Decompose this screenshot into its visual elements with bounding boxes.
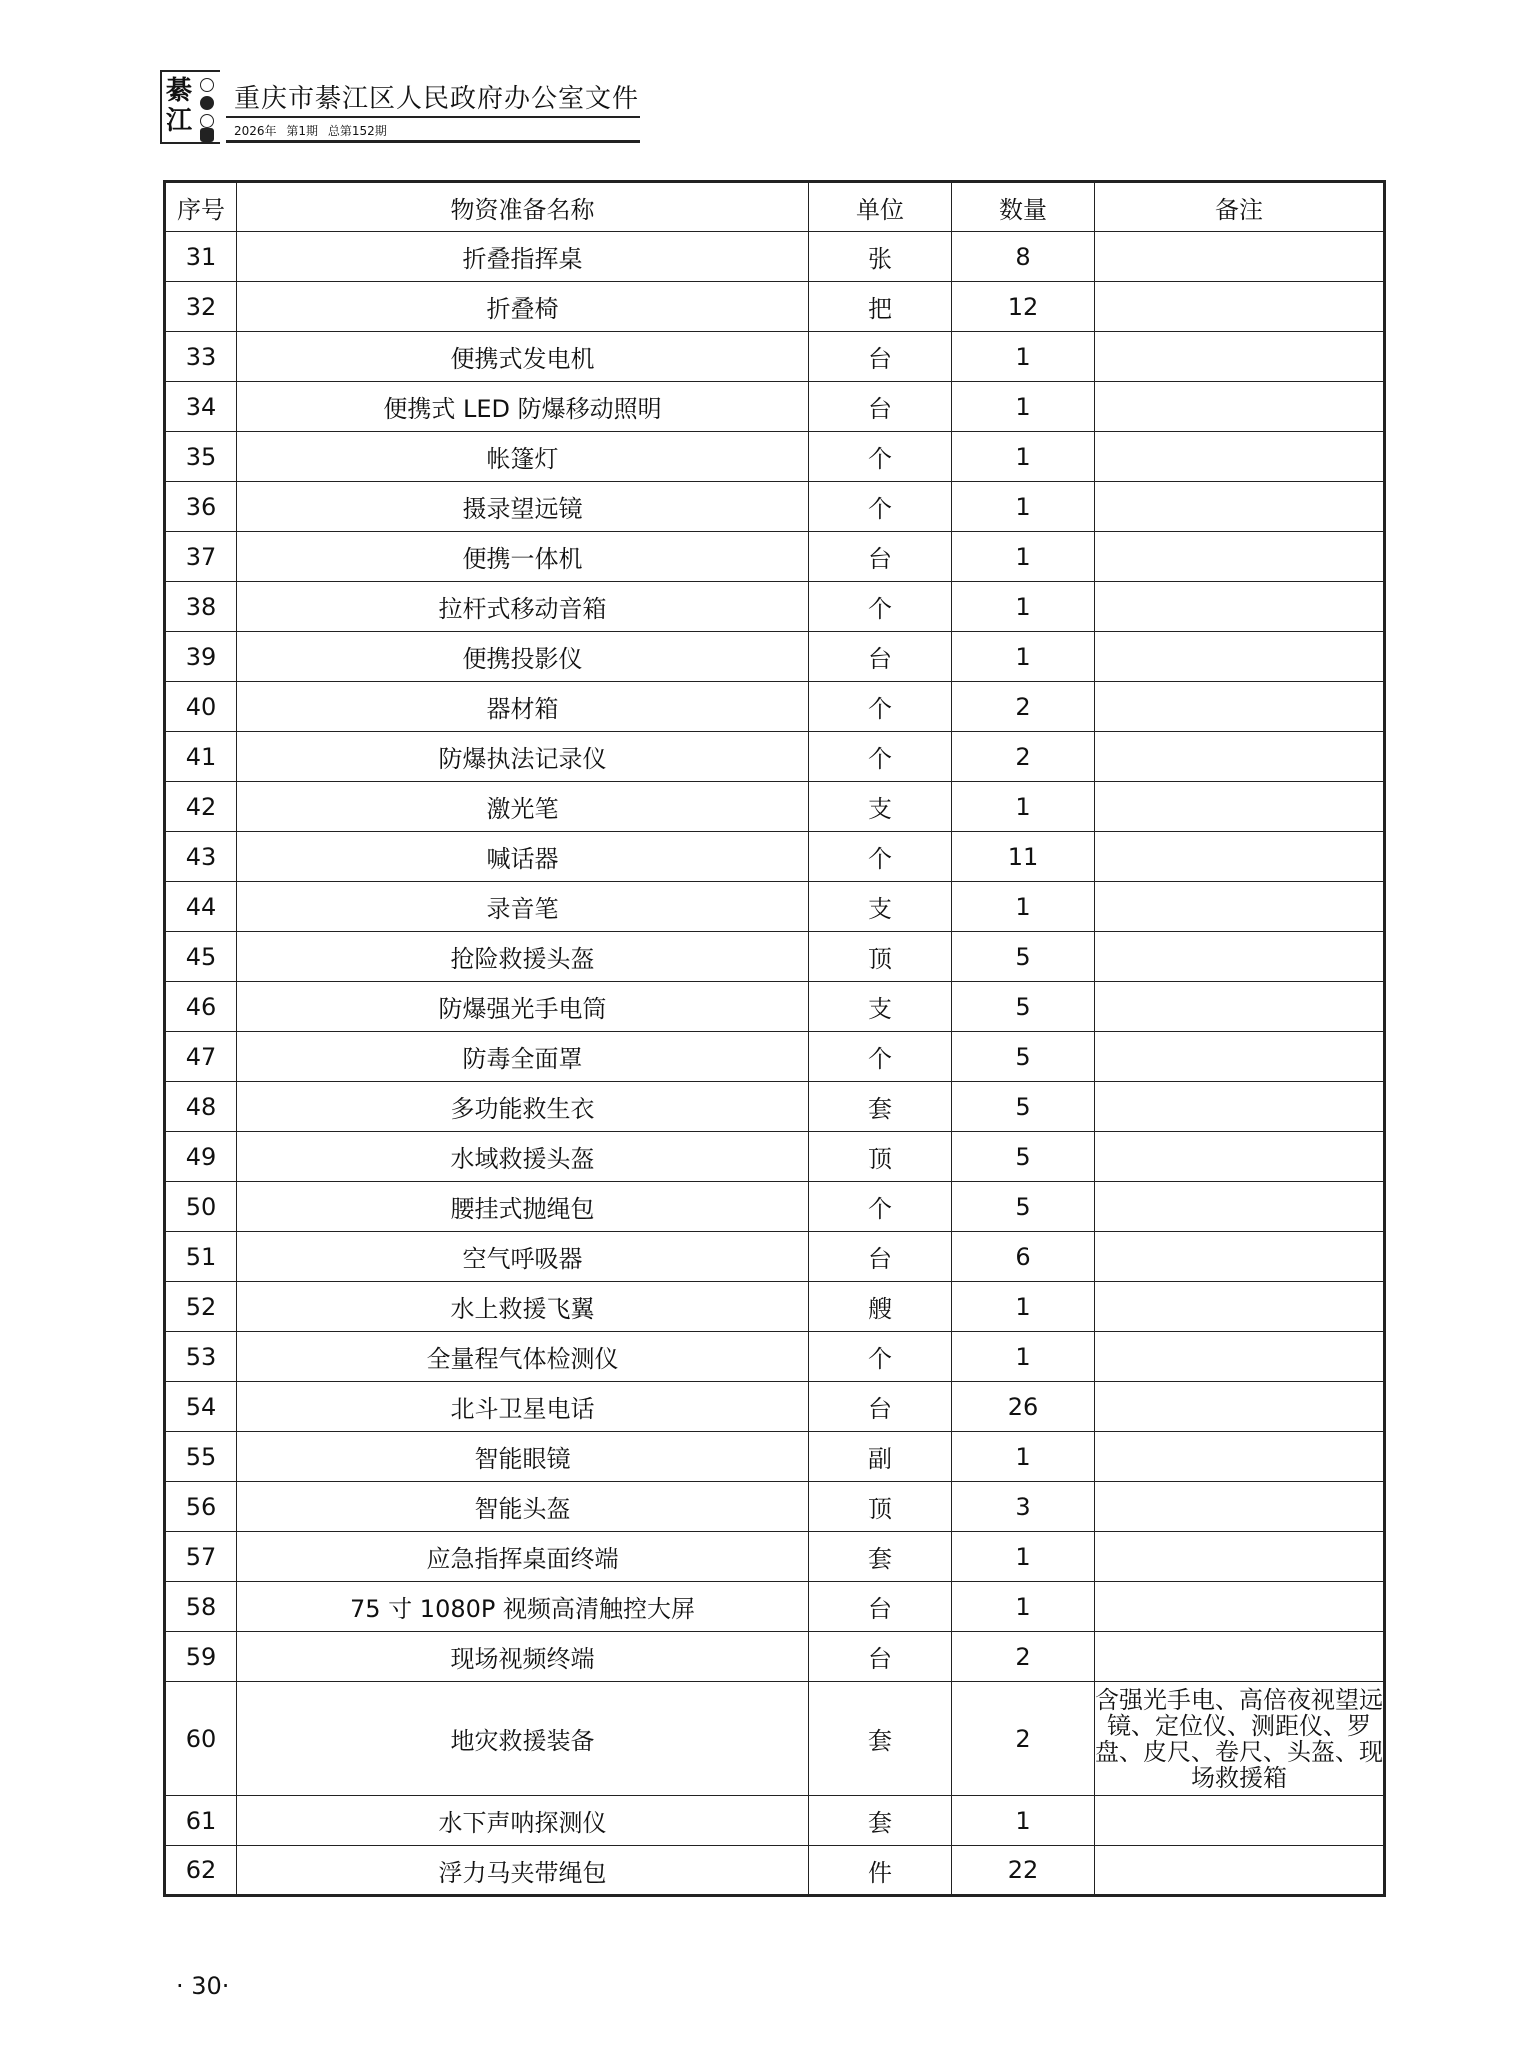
item-note — [1095, 982, 1385, 1032]
table-row — [165, 1482, 1385, 1532]
item-note — [1095, 682, 1385, 732]
item-note — [1095, 1232, 1385, 1282]
table-row — [165, 282, 1385, 332]
item-note — [1095, 532, 1385, 582]
item-name: 摄录望远镜 — [237, 482, 809, 532]
row-number: 36 — [165, 482, 237, 532]
item-name: 水上救援飞翼 — [237, 1282, 809, 1332]
table-row — [165, 1332, 1385, 1382]
item-note — [1095, 332, 1385, 382]
item-unit: 台 — [809, 1582, 952, 1632]
item-unit: 顶 — [809, 1482, 952, 1532]
item-name: 折叠椅 — [237, 282, 809, 332]
item-name: 应急指挥桌面终端 — [237, 1532, 809, 1582]
item-note — [1095, 1082, 1385, 1132]
item-note — [1095, 1582, 1385, 1632]
item-unit: 件 — [809, 1846, 952, 1896]
item-quantity: 3 — [952, 1482, 1095, 1532]
table-row — [165, 1582, 1385, 1632]
item-quantity: 1 — [952, 1796, 1095, 1846]
publication-title: 重庆市綦江区人民政府办公室文件 — [234, 84, 640, 114]
item-unit: 个 — [809, 582, 952, 632]
row-number: 59 — [165, 1632, 237, 1682]
item-unit: 套 — [809, 1532, 952, 1582]
item-quantity: 5 — [952, 1182, 1095, 1232]
issue-number: 第1期 — [286, 124, 319, 138]
table-row — [165, 1432, 1385, 1482]
item-note — [1095, 1632, 1385, 1682]
table-row — [165, 732, 1385, 782]
item-note — [1095, 1482, 1385, 1532]
item-name: 75 寸 1080P 视频高清触控大屏 — [237, 1582, 809, 1632]
materials-table — [163, 180, 1386, 1897]
item-unit: 个 — [809, 1032, 952, 1082]
item-unit: 个 — [809, 432, 952, 482]
item-name: 喊话器 — [237, 832, 809, 882]
table-row — [165, 532, 1385, 582]
row-number: 45 — [165, 932, 237, 982]
row-number: 35 — [165, 432, 237, 482]
row-number: 34 — [165, 382, 237, 432]
item-quantity: 22 — [952, 1846, 1095, 1896]
row-number: 37 — [165, 532, 237, 582]
item-unit: 台 — [809, 632, 952, 682]
item-quantity: 1 — [952, 1432, 1095, 1482]
item-name: 水域救援头盔 — [237, 1132, 809, 1182]
item-name: 智能头盔 — [237, 1482, 809, 1532]
table-row — [165, 1132, 1385, 1182]
logo-char-1: 綦 — [166, 76, 193, 106]
logo-seal-mark — [200, 78, 214, 92]
item-unit: 台 — [809, 532, 952, 582]
item-unit: 套 — [809, 1796, 952, 1846]
item-name: 多功能救生衣 — [237, 1082, 809, 1132]
table-row — [165, 432, 1385, 482]
item-note: 含强光手电、高倍夜视望远镜、定位仪、测距仪、罗盘、皮尺、卷尺、头盔、现场救援箱 — [1095, 1682, 1385, 1796]
row-number: 32 — [165, 282, 237, 332]
item-name: 帐篷灯 — [237, 432, 809, 482]
issue-year: 2026年 — [234, 124, 277, 138]
item-note — [1095, 582, 1385, 632]
table-row — [165, 1182, 1385, 1232]
logo-seal-mark — [200, 128, 214, 142]
item-unit: 张 — [809, 232, 952, 282]
item-note — [1095, 1532, 1385, 1582]
row-number: 49 — [165, 1132, 237, 1182]
logo-seal-mark — [200, 96, 214, 110]
item-note — [1095, 1282, 1385, 1332]
item-quantity: 1 — [952, 1332, 1095, 1382]
issue-total: 总第152期 — [327, 124, 387, 138]
item-name: 腰挂式抛绳包 — [237, 1182, 809, 1232]
row-number: 31 — [165, 232, 237, 282]
item-quantity: 1 — [952, 532, 1095, 582]
table-row — [165, 932, 1385, 982]
item-unit: 台 — [809, 332, 952, 382]
item-quantity: 2 — [952, 682, 1095, 732]
item-unit: 台 — [809, 1382, 952, 1432]
item-unit: 个 — [809, 832, 952, 882]
item-quantity: 26 — [952, 1382, 1095, 1432]
item-quantity: 2 — [952, 732, 1095, 782]
table-row — [165, 1282, 1385, 1332]
item-note — [1095, 482, 1385, 532]
row-number: 50 — [165, 1182, 237, 1232]
item-name: 便携式发电机 — [237, 332, 809, 382]
item-note — [1095, 1432, 1385, 1482]
item-quantity: 1 — [952, 632, 1095, 682]
item-note — [1095, 1032, 1385, 1082]
row-number: 60 — [165, 1682, 237, 1796]
item-quantity: 8 — [952, 232, 1095, 282]
item-quantity: 1 — [952, 332, 1095, 382]
item-name: 便携投影仪 — [237, 632, 809, 682]
item-unit: 个 — [809, 682, 952, 732]
item-name: 防毒全面罩 — [237, 1032, 809, 1082]
item-name: 现场视频终端 — [237, 1632, 809, 1682]
table-row — [165, 382, 1385, 432]
item-unit: 顶 — [809, 1132, 952, 1182]
item-note — [1095, 232, 1385, 282]
logo-seal-mark — [200, 114, 214, 128]
row-number: 44 — [165, 882, 237, 932]
table-row — [165, 1082, 1385, 1132]
item-quantity: 1 — [952, 882, 1095, 932]
item-quantity: 11 — [952, 832, 1095, 882]
table-row — [165, 832, 1385, 882]
item-quantity: 1 — [952, 1282, 1095, 1332]
item-unit: 套 — [809, 1682, 952, 1796]
item-name: 录音笔 — [237, 882, 809, 932]
item-name: 北斗卫星电话 — [237, 1382, 809, 1432]
item-unit: 个 — [809, 1182, 952, 1232]
row-number: 43 — [165, 832, 237, 882]
table-row — [165, 232, 1385, 282]
table-row — [165, 1232, 1385, 1282]
item-note — [1095, 882, 1385, 932]
row-number: 40 — [165, 682, 237, 732]
col-header-name: 物资准备名称 — [237, 182, 809, 232]
table-row — [165, 632, 1385, 682]
page-number: · 30· — [176, 1972, 230, 2000]
item-name: 激光笔 — [237, 782, 809, 832]
item-name: 防爆执法记录仪 — [237, 732, 809, 782]
item-quantity: 1 — [952, 482, 1095, 532]
table-row — [165, 1632, 1385, 1682]
item-quantity: 1 — [952, 1532, 1095, 1582]
item-unit: 把 — [809, 282, 952, 332]
item-note — [1095, 1796, 1385, 1846]
item-quantity: 2 — [952, 1682, 1095, 1796]
row-number: 47 — [165, 1032, 237, 1082]
col-header-quantity: 数量 — [952, 182, 1095, 232]
item-unit: 顶 — [809, 932, 952, 982]
table-row — [165, 1682, 1385, 1796]
item-name: 全量程气体检测仪 — [237, 1332, 809, 1382]
item-unit: 台 — [809, 1632, 952, 1682]
table-row — [165, 1796, 1385, 1846]
item-note — [1095, 1332, 1385, 1382]
header-divider — [226, 116, 640, 118]
row-number: 62 — [165, 1846, 237, 1896]
item-unit: 个 — [809, 732, 952, 782]
item-name: 便携式 LED 防爆移动照明 — [237, 382, 809, 432]
row-number: 46 — [165, 982, 237, 1032]
row-number: 38 — [165, 582, 237, 632]
item-unit: 台 — [809, 382, 952, 432]
row-number: 33 — [165, 332, 237, 382]
header-divider-thick — [226, 140, 640, 143]
item-unit: 支 — [809, 782, 952, 832]
item-unit: 支 — [809, 982, 952, 1032]
row-number: 39 — [165, 632, 237, 682]
item-note — [1095, 1382, 1385, 1432]
logo-char-2: 江 — [166, 106, 193, 136]
table-row — [165, 1846, 1385, 1896]
item-quantity: 1 — [952, 432, 1095, 482]
row-number: 48 — [165, 1082, 237, 1132]
table-header-row — [165, 182, 1385, 232]
item-note — [1095, 932, 1385, 982]
item-name: 地灾救援装备 — [237, 1682, 809, 1796]
issue-info — [234, 122, 393, 139]
item-quantity: 6 — [952, 1232, 1095, 1282]
item-quantity: 1 — [952, 1582, 1095, 1632]
table-row — [165, 1032, 1385, 1082]
row-number: 51 — [165, 1232, 237, 1282]
table-row — [165, 482, 1385, 532]
item-note — [1095, 732, 1385, 782]
item-quantity: 2 — [952, 1632, 1095, 1682]
item-quantity: 1 — [952, 782, 1095, 832]
item-quantity: 5 — [952, 932, 1095, 982]
item-name: 防爆强光手电筒 — [237, 982, 809, 1032]
item-unit: 支 — [809, 882, 952, 932]
item-unit: 套 — [809, 1082, 952, 1132]
item-note — [1095, 282, 1385, 332]
item-unit: 艘 — [809, 1282, 952, 1332]
item-note — [1095, 1132, 1385, 1182]
col-header-number: 序号 — [165, 182, 237, 232]
item-quantity: 5 — [952, 1082, 1095, 1132]
item-note — [1095, 1846, 1385, 1896]
col-header-note: 备注 — [1095, 182, 1385, 232]
table-row — [165, 782, 1385, 832]
table-row — [165, 332, 1385, 382]
item-name: 空气呼吸器 — [237, 1232, 809, 1282]
item-quantity: 1 — [952, 382, 1095, 432]
item-quantity: 5 — [952, 982, 1095, 1032]
item-unit: 台 — [809, 1232, 952, 1282]
item-name: 智能眼镜 — [237, 1432, 809, 1482]
item-quantity: 12 — [952, 282, 1095, 332]
table-row — [165, 682, 1385, 732]
item-note — [1095, 832, 1385, 882]
row-number: 56 — [165, 1482, 237, 1532]
table-row — [165, 1382, 1385, 1432]
item-note — [1095, 782, 1385, 832]
row-number: 54 — [165, 1382, 237, 1432]
item-name: 拉杆式移动音箱 — [237, 582, 809, 632]
row-number: 53 — [165, 1332, 237, 1382]
item-name: 器材箱 — [237, 682, 809, 732]
col-header-unit: 单位 — [809, 182, 952, 232]
publication-logo — [160, 70, 220, 144]
item-note — [1095, 432, 1385, 482]
item-quantity: 5 — [952, 1032, 1095, 1082]
document-header — [160, 70, 640, 150]
item-name: 折叠指挥桌 — [237, 232, 809, 282]
table-row — [165, 1532, 1385, 1582]
item-name: 浮力马夹带绳包 — [237, 1846, 809, 1896]
item-name: 抢险救援头盔 — [237, 932, 809, 982]
item-unit: 副 — [809, 1432, 952, 1482]
item-name: 水下声呐探测仪 — [237, 1796, 809, 1846]
item-name: 便携一体机 — [237, 532, 809, 582]
row-number: 52 — [165, 1282, 237, 1332]
row-number: 57 — [165, 1532, 237, 1582]
row-number: 41 — [165, 732, 237, 782]
table-row — [165, 882, 1385, 932]
item-unit: 个 — [809, 482, 952, 532]
row-number: 42 — [165, 782, 237, 832]
table-row — [165, 582, 1385, 632]
row-number: 58 — [165, 1582, 237, 1632]
item-note — [1095, 382, 1385, 432]
row-number: 55 — [165, 1432, 237, 1482]
item-unit: 个 — [809, 1332, 952, 1382]
item-note — [1095, 1182, 1385, 1232]
item-quantity: 5 — [952, 1132, 1095, 1182]
table-row — [165, 982, 1385, 1032]
row-number: 61 — [165, 1796, 237, 1846]
item-quantity: 1 — [952, 582, 1095, 632]
item-note — [1095, 632, 1385, 682]
